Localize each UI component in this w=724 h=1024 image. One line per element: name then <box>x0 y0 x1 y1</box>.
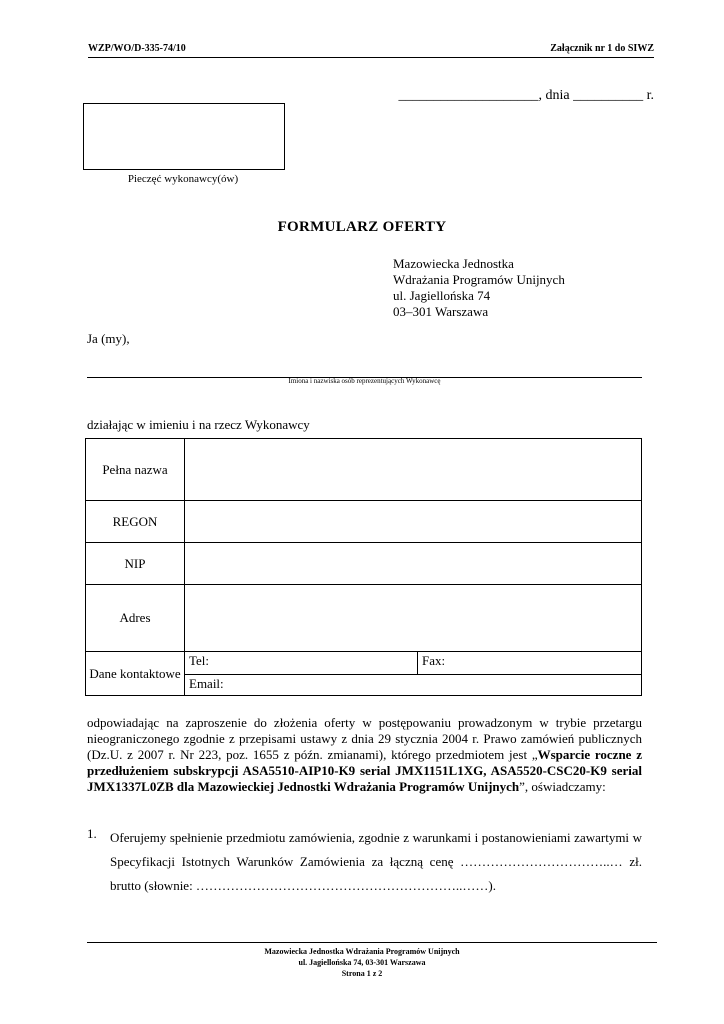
recipient-line: Mazowiecka Jednostka <box>393 256 514 271</box>
table-row <box>86 585 642 652</box>
paragraph-outro: ”, oświadczamy: <box>519 779 606 794</box>
footer-line: Mazowiecka Jednostka Wdrażania Programów Unijnych <box>264 947 460 956</box>
stamp-label: Pieczęć wykonawcy(ów) <box>127 173 239 185</box>
table-row <box>86 439 642 501</box>
fax-field[interactable]: Fax: <box>418 652 642 675</box>
nip-label: NIP <box>86 543 185 585</box>
footer <box>0 946 724 979</box>
address-label: Adres <box>86 585 185 652</box>
offer-paragraph <box>87 715 642 795</box>
recipient-line: Wdrażania Programów Unijnych <box>393 272 565 287</box>
page-title: FORMULARZ OFERTY <box>277 219 447 235</box>
table-row <box>86 543 642 585</box>
page-number: Strona 1 z 2 <box>341 969 383 978</box>
representatives-label: Imiona i nazwiska osób reprezentujących Wykonawcę <box>288 377 441 385</box>
document-reference: WZP/WO/D-335-74/10 <box>88 43 186 54</box>
contractor-info-table <box>85 438 642 696</box>
email-field[interactable]: Email: <box>185 675 642 696</box>
table-row <box>86 652 642 675</box>
item-text: Oferujemy spełnienie przedmiotu zamówienia, zgodnie z warunkami i postanowieniami zawartymi w Specyfikacji Istotnych Warunków Zamówienia za łączną cenę ……………………………..… zł. brutto (słownie: ……………………………………………………..……). <box>110 830 642 893</box>
date-line: ____________________, dnia __________ r. <box>398 88 654 103</box>
recipient-line: ul. Jagiellońska 74 <box>393 288 491 303</box>
full-name-label: Pełna nazwa <box>86 439 185 501</box>
item-number: 1. <box>87 826 97 841</box>
recipient-address <box>393 256 565 320</box>
stamp-box <box>83 103 285 170</box>
acting-on-behalf-text: działając w imieniu i na rzecz Wykonawcy <box>87 417 310 432</box>
header-divider <box>88 57 654 58</box>
footer-divider <box>87 942 657 943</box>
ja-my-label: Ja (my), <box>87 331 130 346</box>
tel-field[interactable]: Tel: <box>185 652 418 675</box>
paragraph-intro: odpowiadając na zaproszenie do złożenia oferty w postępowaniu prowadzonym w trybie przetargu nieograniczonego zgodnie z przepisami ustawy z dnia 29 stycznia 2004 r. Prawo zamówień publicznych (Dz.U. z 2007 r. Nr 223, poz. 1655 z późn. zmianami), którego przedmiotem jest „ <box>87 715 642 762</box>
full-name-field[interactable] <box>185 439 642 501</box>
regon-field[interactable] <box>185 501 642 543</box>
nip-field[interactable] <box>185 543 642 585</box>
annex-label: Załącznik nr 1 do SIWZ <box>550 43 654 54</box>
contact-label: Dane kontaktowe <box>86 652 185 696</box>
recipient-line: 03–301 Warszawa <box>393 304 489 319</box>
address-field[interactable] <box>185 585 642 652</box>
table-row <box>86 501 642 543</box>
regon-label: REGON <box>86 501 185 543</box>
paragraph-subject: Wsparcie roczne z przedłużeniem subskrypcji ASA5510-AIP10-K9 serial JMX1151L1XG, ASA5520-CSC20-K9 serial JMX1337L0ZB dla Mazowieckiej Jednostki Wdrażania Programów Unijnych <box>87 747 642 794</box>
footer-line: ul. Jagiellońska 74, 03-301 Warszawa <box>298 958 426 967</box>
